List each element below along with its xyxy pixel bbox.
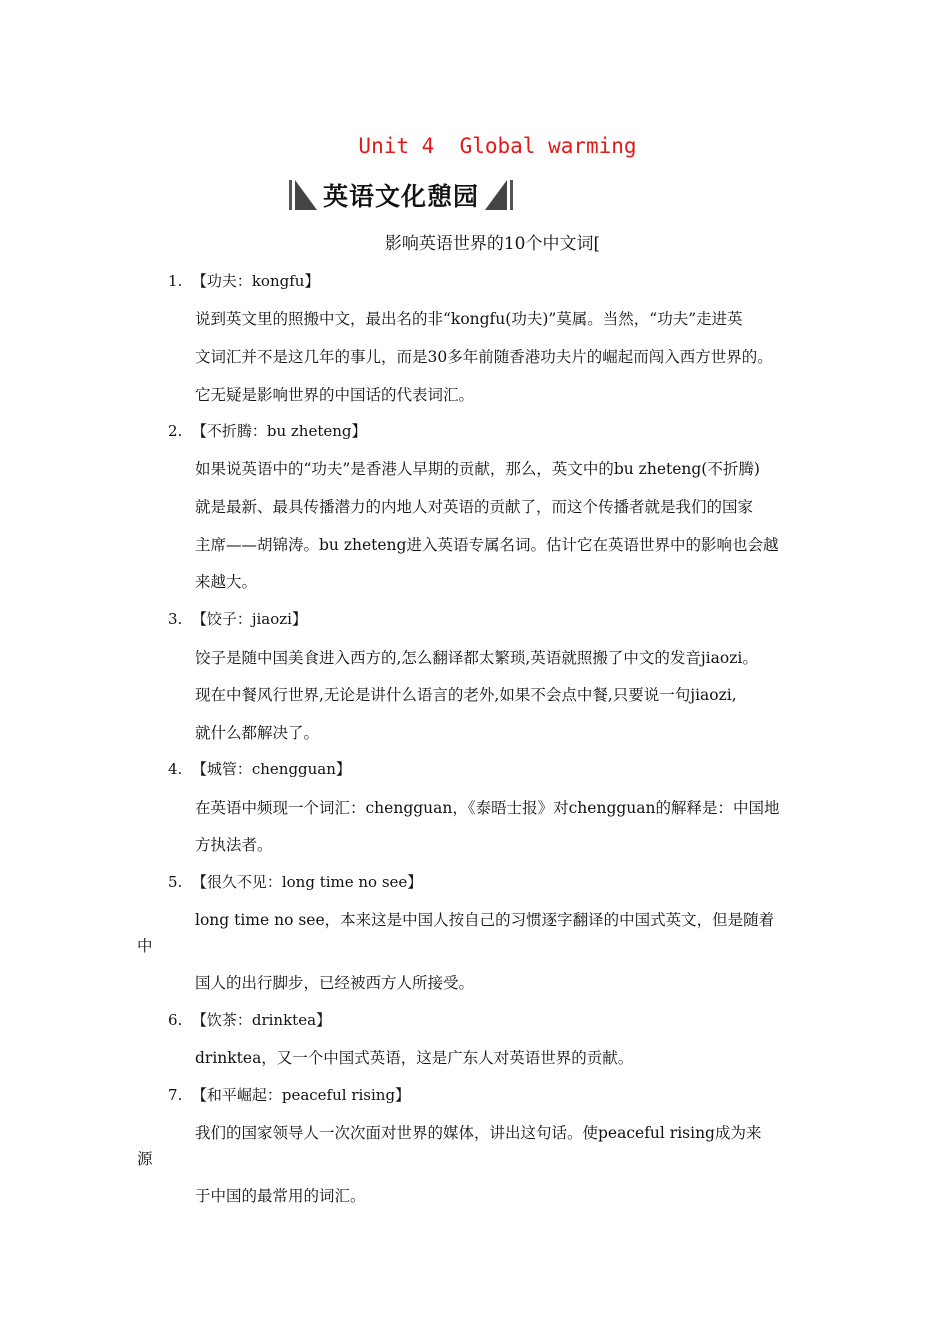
page-title: Unit 4 Global warming	[358, 134, 637, 158]
section-banner	[286, 178, 516, 212]
item-text-line: 现在中餐风行世界,无论是讲什么语言的老外,如果不会点中餐,只要说一句jiaozi,	[195, 686, 737, 704]
item-heading: 2. 【不折腾：bu zheteng】	[168, 422, 367, 440]
item-heading: 4. 【城管：chengguan】	[168, 760, 351, 778]
item-text-line: 如果说英语中的“功夫”是香港人早期的贡献，那么，英文中的bu zheteng(不折腾)	[195, 460, 760, 478]
item-text-line: 在英语中频现一个词汇：chengguan，《泰晤士报》对chengguan的解释是：中国地	[195, 799, 780, 817]
banner-right-triangle	[485, 180, 507, 210]
item-overflow-char: 中	[137, 937, 153, 955]
item-text-line: long time no see，本来这是中国人按自己的习惯逐字翻译的中国式英文，但是随着	[195, 911, 775, 929]
item-text-line: 说到英文里的照搬中文，最出名的非“kongfu(功夫)”莫属。当然，“功夫”走进英	[195, 310, 743, 328]
item-text-line: 方执法者。	[195, 836, 273, 854]
item-text-line: 它无疑是影响世界的中国话的代表词汇。	[195, 386, 475, 404]
item-heading: 5. 【很久不见：long time no see】	[168, 873, 423, 891]
article-subtitle: 影响英语世界的10个中文词[	[384, 234, 601, 254]
item-text-line: 来越大。	[195, 573, 258, 591]
item-overflow-char: 源	[137, 1150, 153, 1168]
banner-right-bar	[510, 180, 513, 210]
item-text-line: 主席——胡锦涛。bu zheteng进入英语专属名词。估计它在英语世界中的影响也会越	[195, 536, 779, 554]
item-text-line: 我们的国家领导人一次次面对世界的媒体，讲出这句话。使peaceful rising成为来	[195, 1124, 762, 1142]
item-heading: 6. 【饮茶：drinktea】	[168, 1011, 332, 1029]
item-text-line: 就什么都解决了。	[195, 724, 320, 742]
banner-title: 英语文化憩园	[323, 182, 480, 211]
item-heading: 3. 【饺子：jiaozi】	[168, 610, 307, 628]
item-text-line: 于中国的最常用的词汇。	[195, 1187, 366, 1205]
item-heading: 7. 【和平崛起：peaceful rising】	[168, 1086, 411, 1104]
item-text-line: 就是最新、最具传播潜力的内地人对英语的贡献了，而这个传播者就是我们的国家	[195, 498, 754, 516]
banner-left-triangle	[295, 180, 317, 210]
item-text-line: 饺子是随中国美食进入西方的,怎么翻译都太繁琐,英语就照搬了中文的发音jiaozi。	[195, 649, 758, 667]
banner-left-bar	[289, 180, 292, 210]
item-text-line: drinktea，又一个中国式英语，这是广东人对英语世界的贡献。	[195, 1049, 634, 1067]
item-heading: 1. 【功夫：kongfu】	[168, 272, 320, 290]
item-text-line: 文词汇并不是这几年的事儿，而是30多年前随香港功夫片的崛起而闯入西方世界的。	[195, 348, 773, 366]
item-text-line: 国人的出行脚步，已经被西方人所接受。	[195, 974, 475, 992]
